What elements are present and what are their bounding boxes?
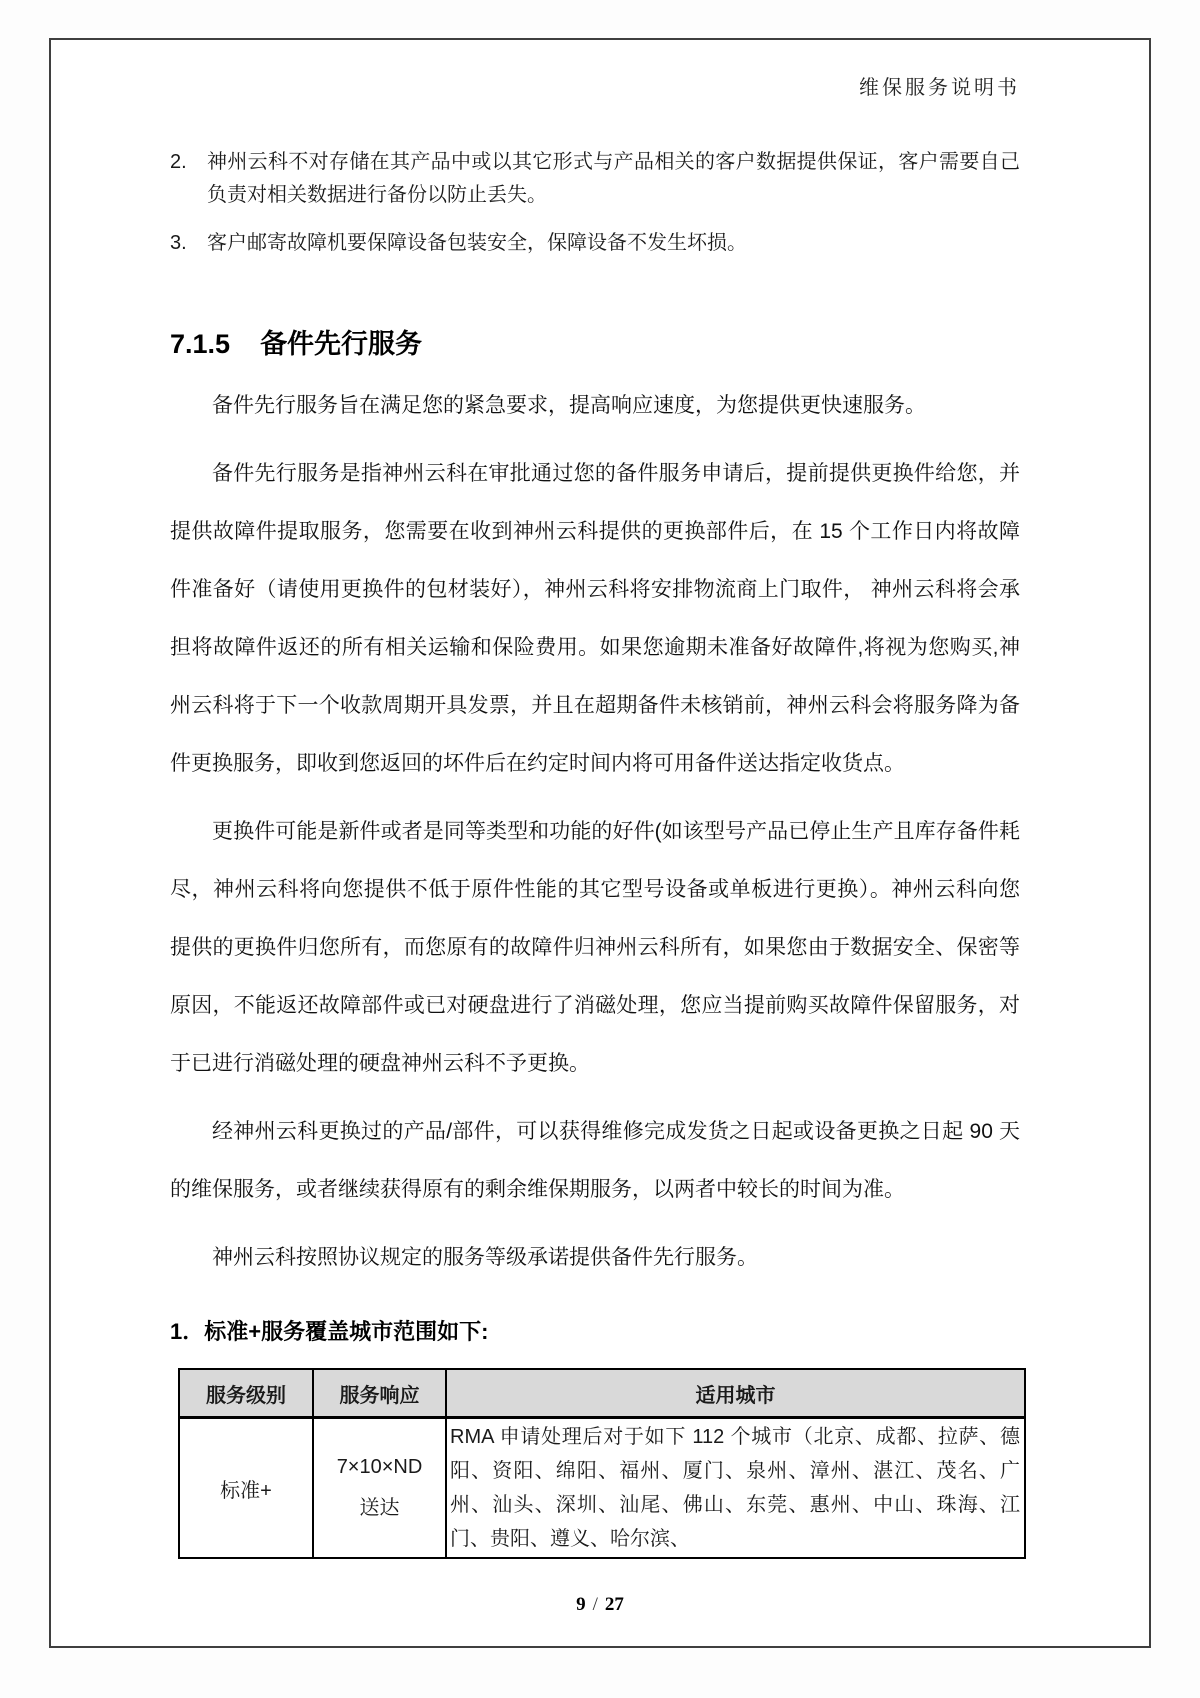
table-row <box>179 1418 1025 1559</box>
coverage-heading: 1．标准+服务覆盖城市范围如下: <box>170 1319 489 1344</box>
paragraph: 经神州云科更换过的产品/部件，可以获得维修完成发货之日起或设备更换之日起 90 天的维保服务，或者继续获得原有的剩余维保期服务，以两者中较长的时间为准。 <box>170 1120 1020 1201</box>
page-footer <box>51 1594 1149 1616</box>
table-header-row <box>179 1369 1025 1418</box>
list-item-text: 神州云科不对存储在其产品中或以其它形式与产品相关的客户数据提供保证，客户需要自己负责对相关数据进行备份以防止丢失。 <box>207 151 1020 206</box>
section-title: 备件先行服务 <box>260 329 423 359</box>
numbered-list <box>170 146 1020 260</box>
current-page-number: 9 <box>576 1594 586 1615</box>
service-coverage-table <box>178 1368 1026 1559</box>
section-heading <box>170 322 1020 361</box>
total-page-count: 27 <box>604 1594 624 1615</box>
page-header <box>170 74 1020 102</box>
list-item <box>170 227 1020 260</box>
list-item-number: 2. <box>170 151 187 173</box>
list-item <box>170 146 1020 212</box>
list-item-text: 客户邮寄故障机要保障设备包装安全，保障设备不发生坏损。 <box>207 232 747 254</box>
cell-applicable-cities: RMA 申请处理后对于如下 112 个城市（北京、成都、拉萨、德阳、资阳、绵阳、福州、厦门、泉州、漳州、湛江、茂名、广州、汕头、深圳、汕尾、佛山、东莞、惠州、中山、珠海、江门、贵阳、遵义、哈尔滨、 <box>446 1418 1025 1559</box>
paragraph: 备件先行服务旨在满足您的紧急要求，提高响应速度，为您提供更快速服务。 <box>212 394 926 417</box>
column-header-applicable-cities: 适用城市 <box>446 1369 1025 1418</box>
response-line-2: 送达 <box>359 1497 400 1519</box>
column-header-service-response: 服务响应 <box>313 1369 446 1418</box>
column-header-service-level: 服务级别 <box>179 1369 313 1418</box>
page-number-separator: / <box>592 1594 598 1615</box>
section-number: 7.1.5 <box>170 329 231 359</box>
cell-service-level: 标准+ <box>179 1418 313 1559</box>
paragraph: 神州云科按照协议规定的服务等级承诺提供备件先行服务。 <box>212 1246 758 1269</box>
cell-service-response <box>313 1418 446 1559</box>
paragraph: 更换件可能是新件或者是同等类型和功能的好件(如该型号产品已停止生产且库存备件耗尽，神州云科将向您提供不低于原件性能的其它型号设备或单板进行更换）。神州云科向您提供的更换件归您所有，而您原有的故障件归神州云科所有，如果您由于数据安全、保密等原因，不能返还故障部件或已对硬盘进行了消磁处理，您应当提前购买故障件保留服务，对于已进行消磁处理的硬盘神州云科不予更换。 <box>170 820 1020 1075</box>
section-body <box>170 377 1020 1287</box>
document-page <box>49 38 1151 1648</box>
paragraph: 备件先行服务是指神州云科在审批通过您的备件服务申请后，提前提供更换件给您，并提供故障件提取服务，您需要在收到神州云科提供的更换部件后，在 15 个工作日内将故障件准备好（请使用更换件的包材装好），神州云科将安排物流商上门取件， 神州云科将会承担将故障件返还的所有相关运输和保险费用。如果您逾期未准备好故障件,将视为您购买,神州云科将于下一个收款周期开具发票，并且在超期备件未核销前，神州云科会将服务降为备件更换服务，即收到您返回的坏件后在约定时间内将可用备件送达指定收货点。 <box>170 462 1020 775</box>
response-line-1: 7×10×ND <box>336 1456 423 1478</box>
list-item-number: 3. <box>170 232 187 254</box>
document-title: 维保服务说明书 <box>859 77 1020 99</box>
